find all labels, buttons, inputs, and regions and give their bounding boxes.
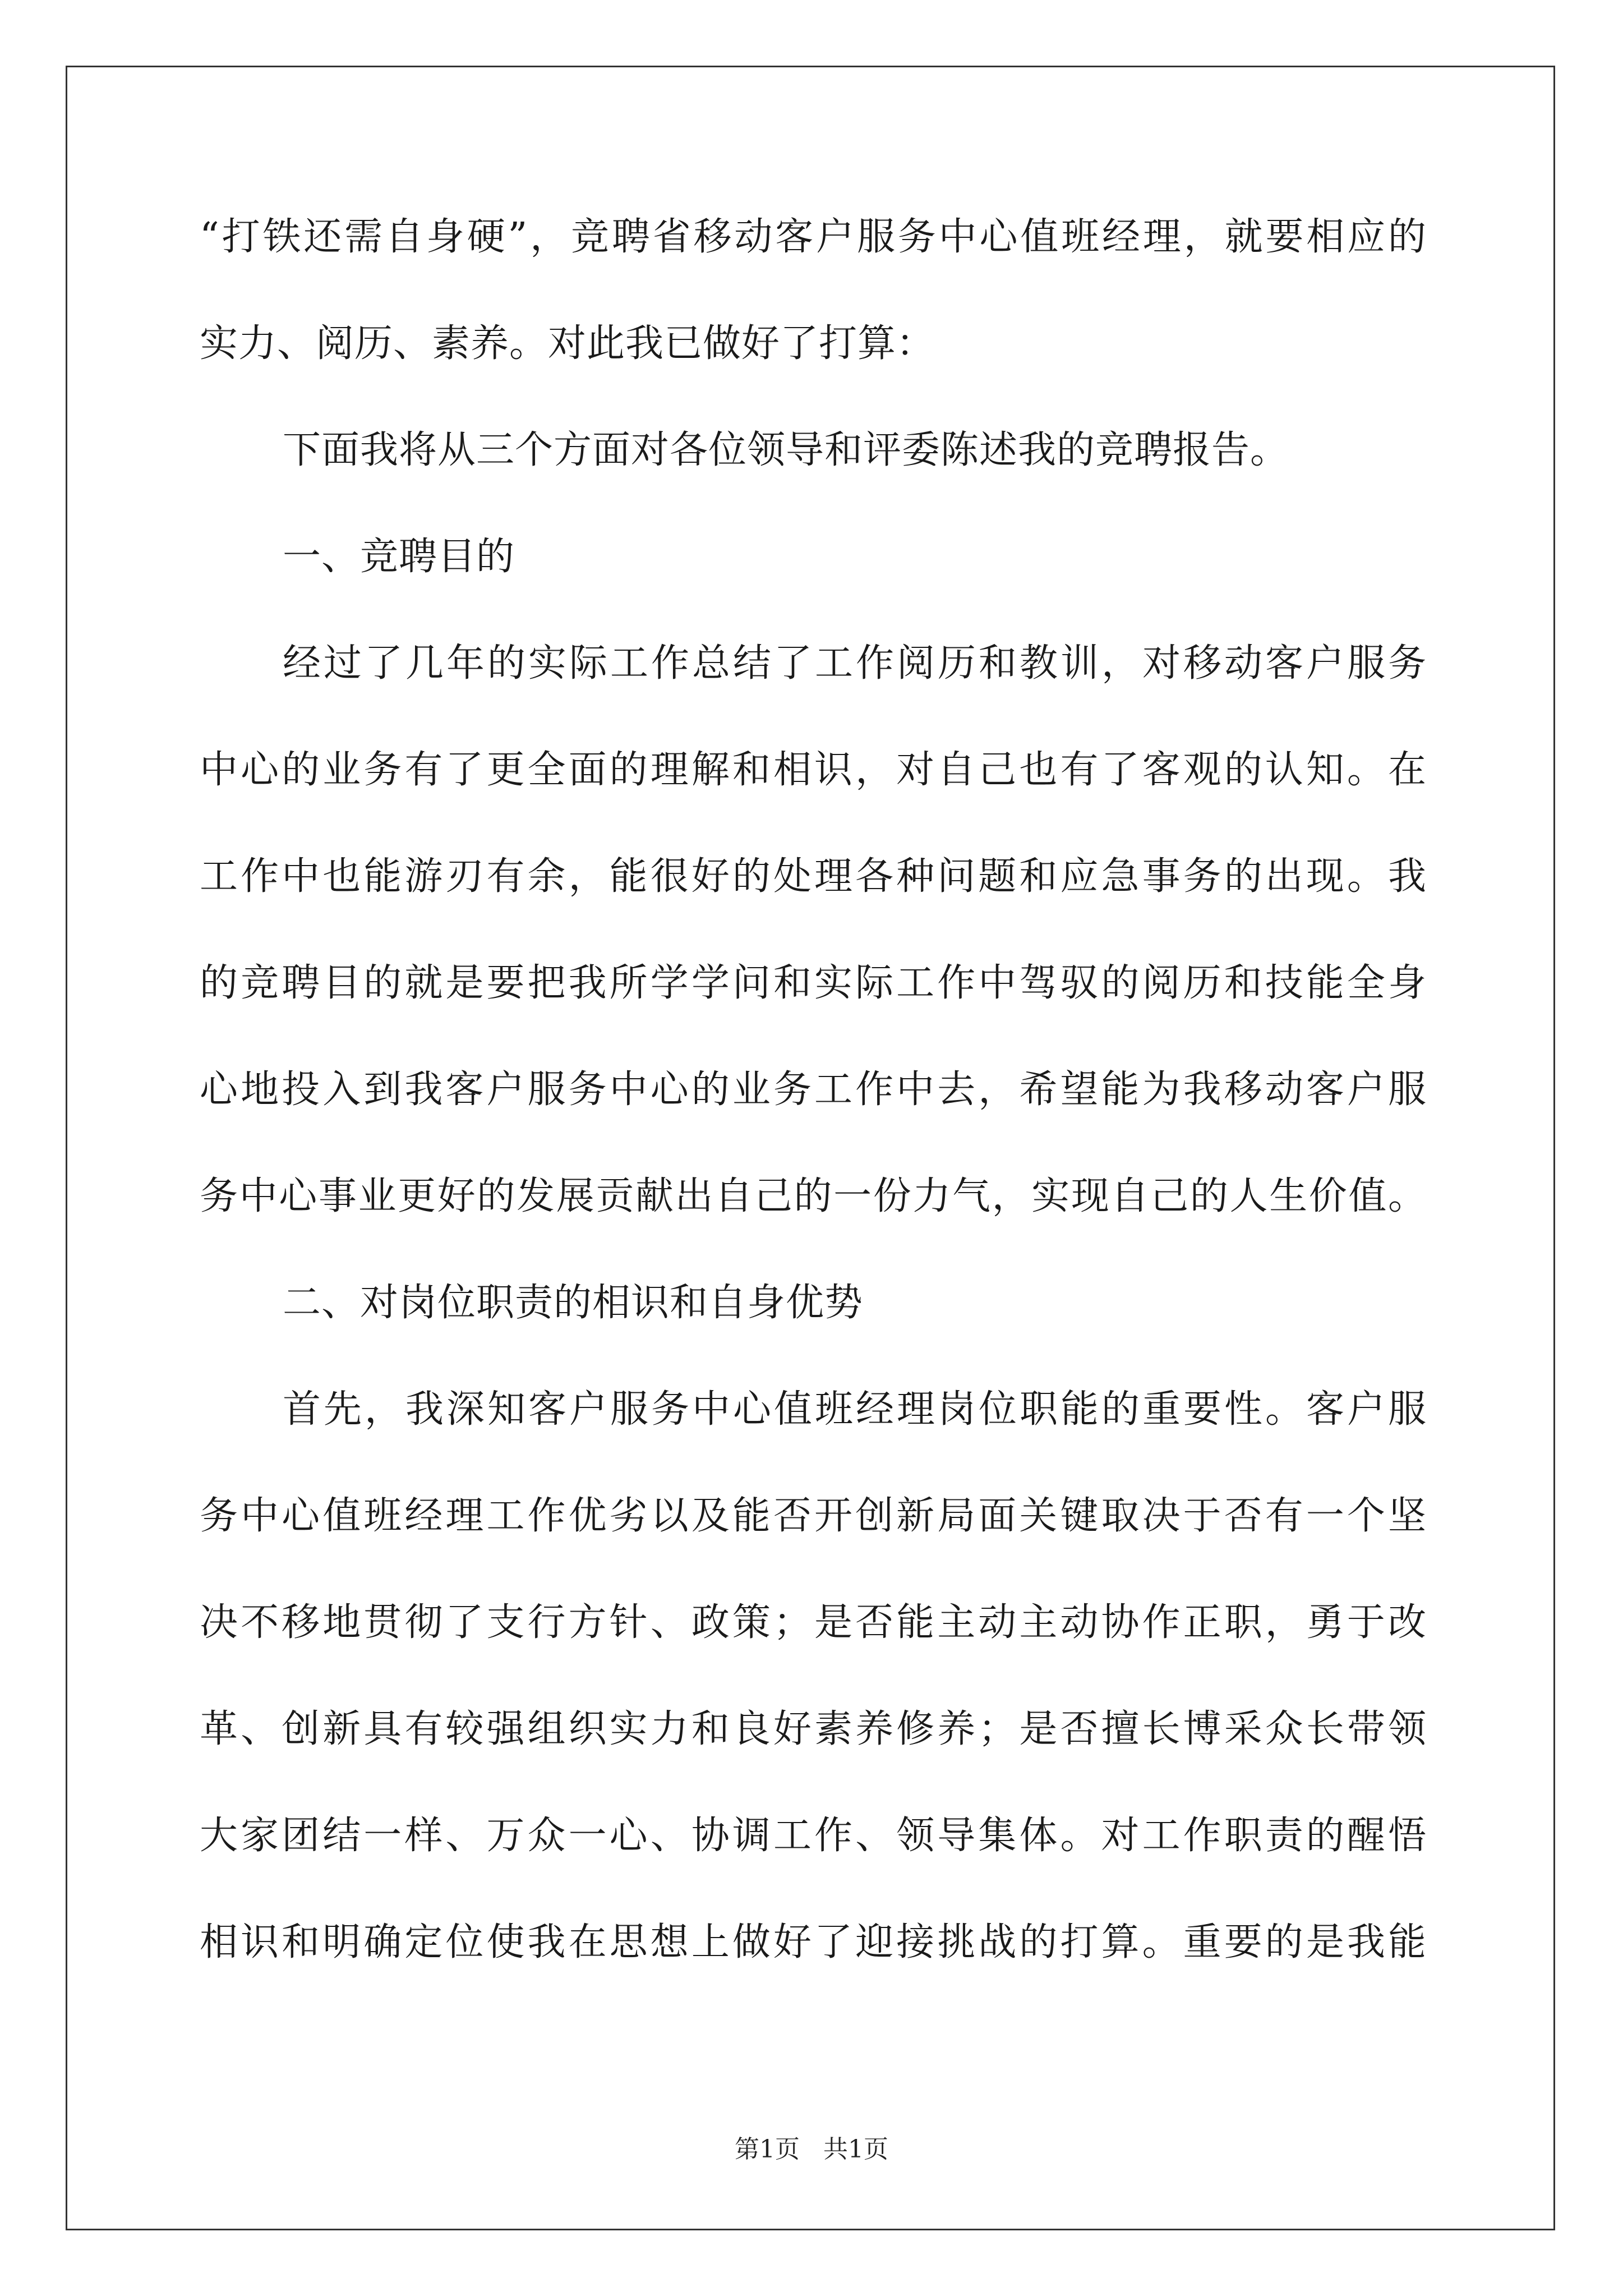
page-total: 共1页	[823, 2135, 888, 2164]
paragraph-line: 下面我将从三个方面对各位领导和评委陈述我的竞聘报告。	[283, 428, 1289, 472]
paragraph-line: 首先，我深知客户服务中心值班经理岗位职能的重要性。客户服	[283, 1387, 1427, 1432]
paragraph-line: 心地投入到我客户服务中心的业务工作中去，希望能为我移动客户服	[200, 1068, 1427, 1112]
paragraph-line: 决不移地贯彻了支行方针、政策；是否能主动主动协作正职，勇于改	[200, 1600, 1427, 1645]
page-footer	[0, 2133, 1623, 2166]
paragraph-line: 大家团结一样、万众一心、协调工作、领导集体。对工作职责的醒悟	[200, 1814, 1427, 1858]
section-heading: 一、竞聘目的	[283, 535, 515, 579]
paragraph-line: 中心的业务有了更全面的理解和相识，对自己也有了客观的认知。在	[200, 748, 1427, 792]
paragraph-line: 经过了几年的实际工作总结了工作阅历和教训，对移动客户服务	[283, 641, 1427, 685]
paragraph-line: 实力、阅历、素养。对此我已做好了打算：	[200, 321, 935, 366]
paragraph-line: “打铁还需自身硬”，竞聘省移动客户服务中心值班经理，就要相应的	[200, 215, 1427, 259]
section-heading: 二、对岗位职责的相识和自身优势	[283, 1281, 864, 1325]
paragraph-line: 的竞聘目的就是要把我所学学问和实际工作中驾驭的阅历和技能全身	[200, 961, 1427, 1005]
page-number: 第1页	[735, 2135, 800, 2164]
paragraph-line: 革、创新具有较强组织实力和良好素养修养；是否擅长博采众长带领	[200, 1707, 1427, 1751]
paragraph-line: 务中心事业更好的发展贡献出自己的一份力气，实现自己的人生价值。	[200, 1174, 1427, 1218]
paragraph-line: 相识和明确定位使我在思想上做好了迎接挑战的打算。重要的是我能	[200, 1920, 1427, 1964]
page-border	[66, 66, 1555, 2230]
paragraph-line: 工作中也能游刃有余，能很好的处理各种问题和应急事务的出现。我	[200, 854, 1427, 899]
paragraph-line: 务中心值班经理工作优劣以及能否开创新局面关键取决于否有一个坚	[200, 1494, 1427, 1538]
